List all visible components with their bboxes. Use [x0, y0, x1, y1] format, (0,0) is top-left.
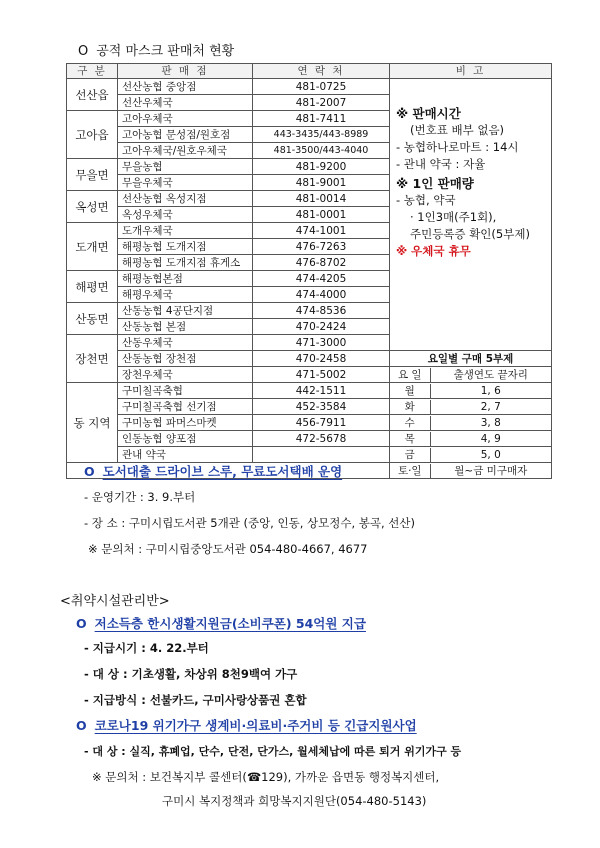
- store-cell: 무을우체국: [118, 175, 253, 191]
- phone-cell: 474-4205: [253, 271, 390, 287]
- five-day-digits: 4, 9: [480, 432, 501, 445]
- store-cell: 선산우체국: [118, 95, 253, 111]
- table-row: [67, 367, 552, 383]
- sales-time-item: - 관내 약국 : 자율: [396, 157, 486, 171]
- five-day-weekday: 목: [390, 432, 430, 446]
- subsidy-target: - 대 상 : 기초생활, 차상위 8천9백여 가구: [84, 667, 298, 681]
- phone-cell: 472-5678: [253, 431, 390, 447]
- store-cell: 인동농협 양포점: [118, 431, 253, 447]
- store-cell: 선산농협 중앙점: [118, 79, 253, 95]
- phone-cell: 474-1001: [253, 223, 390, 239]
- store-cell: 구미칠곡축협: [118, 383, 253, 399]
- five-day-weekday: 토·일: [390, 464, 430, 478]
- phone-cell: 442-1511: [253, 383, 390, 399]
- bullet-marker: O: [78, 44, 89, 59]
- store-cell: 도개우체국: [118, 223, 253, 239]
- phone-cell: 471-3000: [253, 335, 390, 351]
- phone-cell: 476-8702: [253, 255, 390, 271]
- phone-cell: 481-7411: [253, 111, 390, 127]
- phone-cell: 481-3500/443-4040: [253, 143, 390, 159]
- store-cell: 산동우체국: [118, 335, 253, 351]
- phone-cell: 470-2424: [253, 319, 390, 335]
- library-contact: ※ 문의처 : 구미시립중앙도서관 054-480-4667, 4677: [88, 542, 368, 556]
- store-cell: 해평농협본점: [118, 271, 253, 287]
- store-cell: 구미농협 파머스마켓: [118, 415, 253, 431]
- emergency-title-text: 코로나19 위기가구 생계비·의료비·주거비 등 긴급지원사업: [94, 718, 417, 733]
- phone-cell: 474-8536: [253, 303, 390, 319]
- table-row: [67, 447, 552, 463]
- emergency-support-title: [76, 716, 417, 734]
- table-row: [67, 415, 552, 431]
- phone-cell: 481-2007: [253, 95, 390, 111]
- five-day-digits: 월~금 미구매자: [454, 464, 528, 477]
- region-cell: 동 지역: [67, 383, 118, 463]
- sales-time-sub: (번호표 배부 없음): [410, 123, 505, 137]
- library-title-text: 도서대출 드라이브 스루, 무료도서택배 운영: [102, 464, 343, 479]
- phone-cell: 481-9200: [253, 159, 390, 175]
- header-note: 비 고: [390, 64, 552, 79]
- region-cell: 산동면: [67, 303, 118, 335]
- five-day-subtable-cell: [390, 367, 552, 383]
- region-cell: 해평면: [67, 271, 118, 303]
- region-cell: 도개면: [67, 223, 118, 271]
- header-phone: 연 락 처: [253, 64, 390, 79]
- store-cell: 고아농협 문성점/원호점: [118, 127, 253, 143]
- section-mask-title: [78, 40, 234, 59]
- five-day-row: [390, 463, 552, 479]
- region-cell: 장천면: [67, 335, 118, 383]
- sales-notes-cell: [390, 79, 552, 351]
- five-day-row: [390, 415, 552, 431]
- region-cell: 무을면: [67, 159, 118, 191]
- subsidy-title-text: 저소득층 한시생활지원금(소비쿠폰) 54억원 지급: [94, 616, 366, 631]
- region-cell: 고아읍: [67, 111, 118, 159]
- emergency-contact-2: 구미시 복지정책과 희망복지지원단(054-480-5143): [162, 794, 427, 808]
- sales-time-item: - 농협하나로마트 : 14시: [396, 140, 519, 154]
- five-day-weekday: 금: [390, 448, 430, 462]
- sales-qty-item: 주민등록증 확인(5부제): [410, 227, 530, 241]
- emergency-contact: ※ 문의처 : 보건복지부 콜센터(☎129), 가까운 읍면동 행정복지센터,: [92, 770, 440, 784]
- store-cell: 장천우체국: [118, 367, 253, 383]
- table-row: [67, 351, 552, 367]
- five-day-weekday: 화: [390, 400, 430, 414]
- store-cell: 무을농협: [118, 159, 253, 175]
- sales-qty-item: - 농협, 약국: [396, 193, 456, 207]
- post-office-closed-note: ※ 우체국 휴무: [396, 244, 471, 258]
- library-period: - 운영기간 : 3. 9.부터: [84, 490, 196, 504]
- store-cell: 고아우체국/원호우체국: [118, 143, 253, 159]
- phone-cell: 474-4000: [253, 287, 390, 303]
- bullet-marker: O: [84, 464, 95, 479]
- phone-cell: 456-7911: [253, 415, 390, 431]
- sales-qty-title: ※ 1인 판매량: [396, 176, 474, 191]
- phone-cell: 481-0001: [253, 207, 390, 223]
- store-cell: 관내 약국: [118, 447, 253, 463]
- library-place: - 장 소 : 구미시립도서관 5개관 (중앙, 인동, 상모정수, 봉곡, 선산): [84, 516, 415, 530]
- five-day-row: [390, 399, 552, 415]
- phone-cell: 452-3584: [253, 399, 390, 415]
- five-day-row: [390, 383, 552, 399]
- phone-cell: 481-0725: [253, 79, 390, 95]
- five-day-col-year: 출생연도 끝자리: [453, 368, 528, 381]
- store-cell: 산동농협 4공단지점: [118, 303, 253, 319]
- five-day-title: 요일별 구매 5부제: [390, 351, 552, 367]
- store-cell: 해평농협 도개지점 휴게소: [118, 255, 253, 271]
- store-cell: 구미칠곡축협 선기점: [118, 399, 253, 415]
- sales-time-title: ※ 판매시간: [396, 106, 461, 121]
- five-day-digits: 3, 8: [480, 416, 501, 429]
- five-day-digits: 5, 0: [480, 448, 501, 461]
- sales-qty-item: · 1인3매(주1회),: [410, 210, 497, 224]
- five-day-row: [390, 447, 552, 463]
- five-day-digits: 2, 7: [480, 400, 501, 413]
- bullet-marker: O: [76, 718, 87, 733]
- phone-cell: 476-7263: [253, 239, 390, 255]
- store-cell: 산동농협 장천점: [118, 351, 253, 367]
- header-region: 구 분: [67, 64, 118, 79]
- phone-cell: 481-0014: [253, 191, 390, 207]
- table-header-row: [67, 64, 552, 79]
- five-day-subtable: [390, 368, 551, 382]
- store-cell: 선산농협 옥성지점: [118, 191, 253, 207]
- phone-cell: [253, 447, 390, 463]
- region-cell: 옥성면: [67, 191, 118, 223]
- emergency-target: - 대 상 : 실직, 휴폐업, 단수, 단전, 단가스, 월세체납에 따른 퇴거 위기가구 등: [84, 745, 462, 758]
- store-cell: 해평우체국: [118, 287, 253, 303]
- five-day-digits: 1, 6: [480, 384, 501, 397]
- table-row: [67, 399, 552, 415]
- region-cell: 선산읍: [67, 79, 118, 111]
- store-cell: 해평농협 도개지점: [118, 239, 253, 255]
- phone-cell: 481-9001: [253, 175, 390, 191]
- table-row: [67, 383, 552, 399]
- table-row: [67, 431, 552, 447]
- header-store: 판 매 점: [118, 64, 253, 79]
- mask-vendor-table: [66, 63, 552, 479]
- subsidy-period: - 지급시기 : 4. 22.부터: [84, 641, 209, 655]
- mask-title-text: 공적 마스크 판매처 현황: [96, 44, 235, 59]
- section-library-title: [84, 462, 342, 480]
- five-day-col-day: 요 일: [390, 368, 430, 382]
- five-day-weekday: 월: [390, 384, 430, 398]
- store-cell: 옥성우체국: [118, 207, 253, 223]
- phone-cell: 470-2458: [253, 351, 390, 367]
- bullet-marker: O: [76, 616, 87, 631]
- five-day-row: [390, 431, 552, 447]
- store-cell: 고아우체국: [118, 111, 253, 127]
- phone-cell: 443-3435/443-8989: [253, 127, 390, 143]
- subsidy-method: - 지급방식 : 선불카드, 구미사랑상품권 혼합: [84, 693, 307, 707]
- subsidy-title: [76, 614, 366, 632]
- table-row: [67, 79, 552, 95]
- phone-cell: 471-5002: [253, 367, 390, 383]
- vulnerable-facility-heading: <취약시설관리반>: [60, 594, 170, 609]
- store-cell: 산동농협 본점: [118, 319, 253, 335]
- five-day-weekday: 수: [390, 416, 430, 430]
